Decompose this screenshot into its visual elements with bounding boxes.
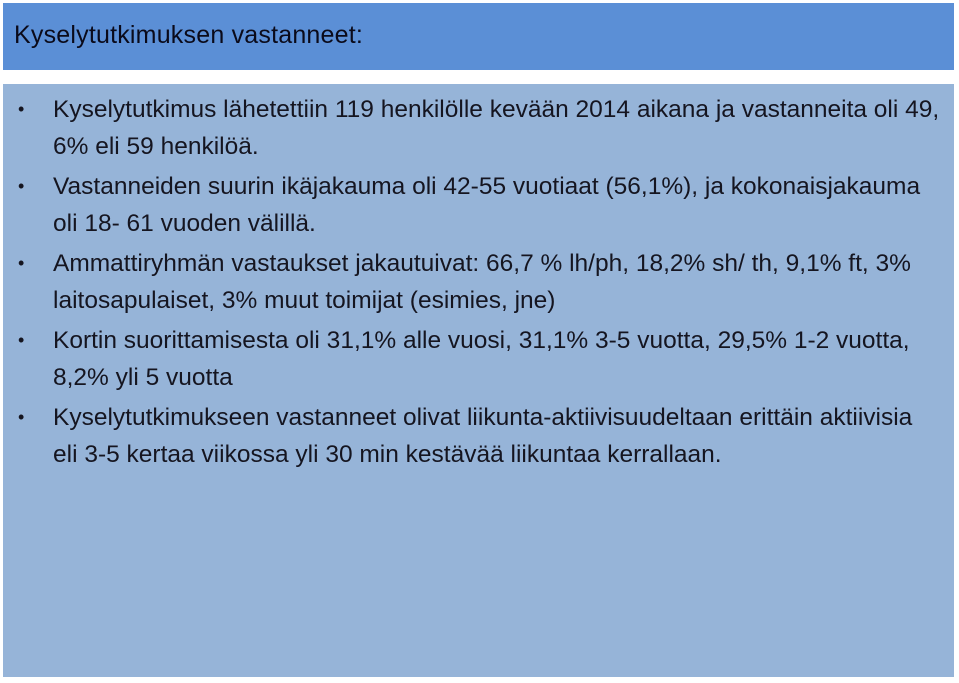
bullet-text: Vastanneiden suurin ikäjakauma oli 42-55 vuotiaat (56,1%), ja kokonaisjakauma oli 18- 61 vuoden välillä. xyxy=(53,173,921,237)
bullet-item-age-distribution xyxy=(0,168,940,242)
bullet-text: Ammattiryhmän vastaukset jakautuivat: 66,7 % lh/ph, 18,2% sh/ th, 9,1% ft, 3% laitosapulaiset, 3% muut toimijat (esimies, jne) xyxy=(53,250,911,314)
bullet-item-physical-activity xyxy=(0,399,940,473)
bullet-icon: • xyxy=(18,253,25,273)
bullet-list xyxy=(0,91,940,476)
slide-title: Kyselytutkimuksen vastanneet: xyxy=(14,21,364,49)
bullet-text: Kyselytutkimukseen vastanneet olivat liikunta-aktiivisuudeltaan erittäin aktiivisia eli 3-5 kertaa viikossa yli 30 min kestävää liikuntaa kerrallaan. xyxy=(53,404,913,468)
slide-title-bar xyxy=(3,3,954,70)
bullet-text: Kyselytutkimus lähetettiin 119 henkilölle kevään 2014 aikana ja vastanneita oli 49, 6% eli 59 henkilöä. xyxy=(53,96,940,160)
bullet-item-card-completion xyxy=(0,322,940,396)
bullet-icon: • xyxy=(18,407,25,427)
bullet-icon: • xyxy=(18,176,25,196)
bullet-icon: • xyxy=(18,99,25,119)
bullet-text: Kortin suorittamisesta oli 31,1% alle vuosi, 31,1% 3-5 vuotta, 29,5% 1-2 vuotta, 8,2% yli 5 vuotta xyxy=(53,327,910,391)
bullet-item-occupation-groups xyxy=(0,245,940,319)
bullet-icon: • xyxy=(18,330,25,350)
bullet-item-survey-sent xyxy=(0,91,940,165)
